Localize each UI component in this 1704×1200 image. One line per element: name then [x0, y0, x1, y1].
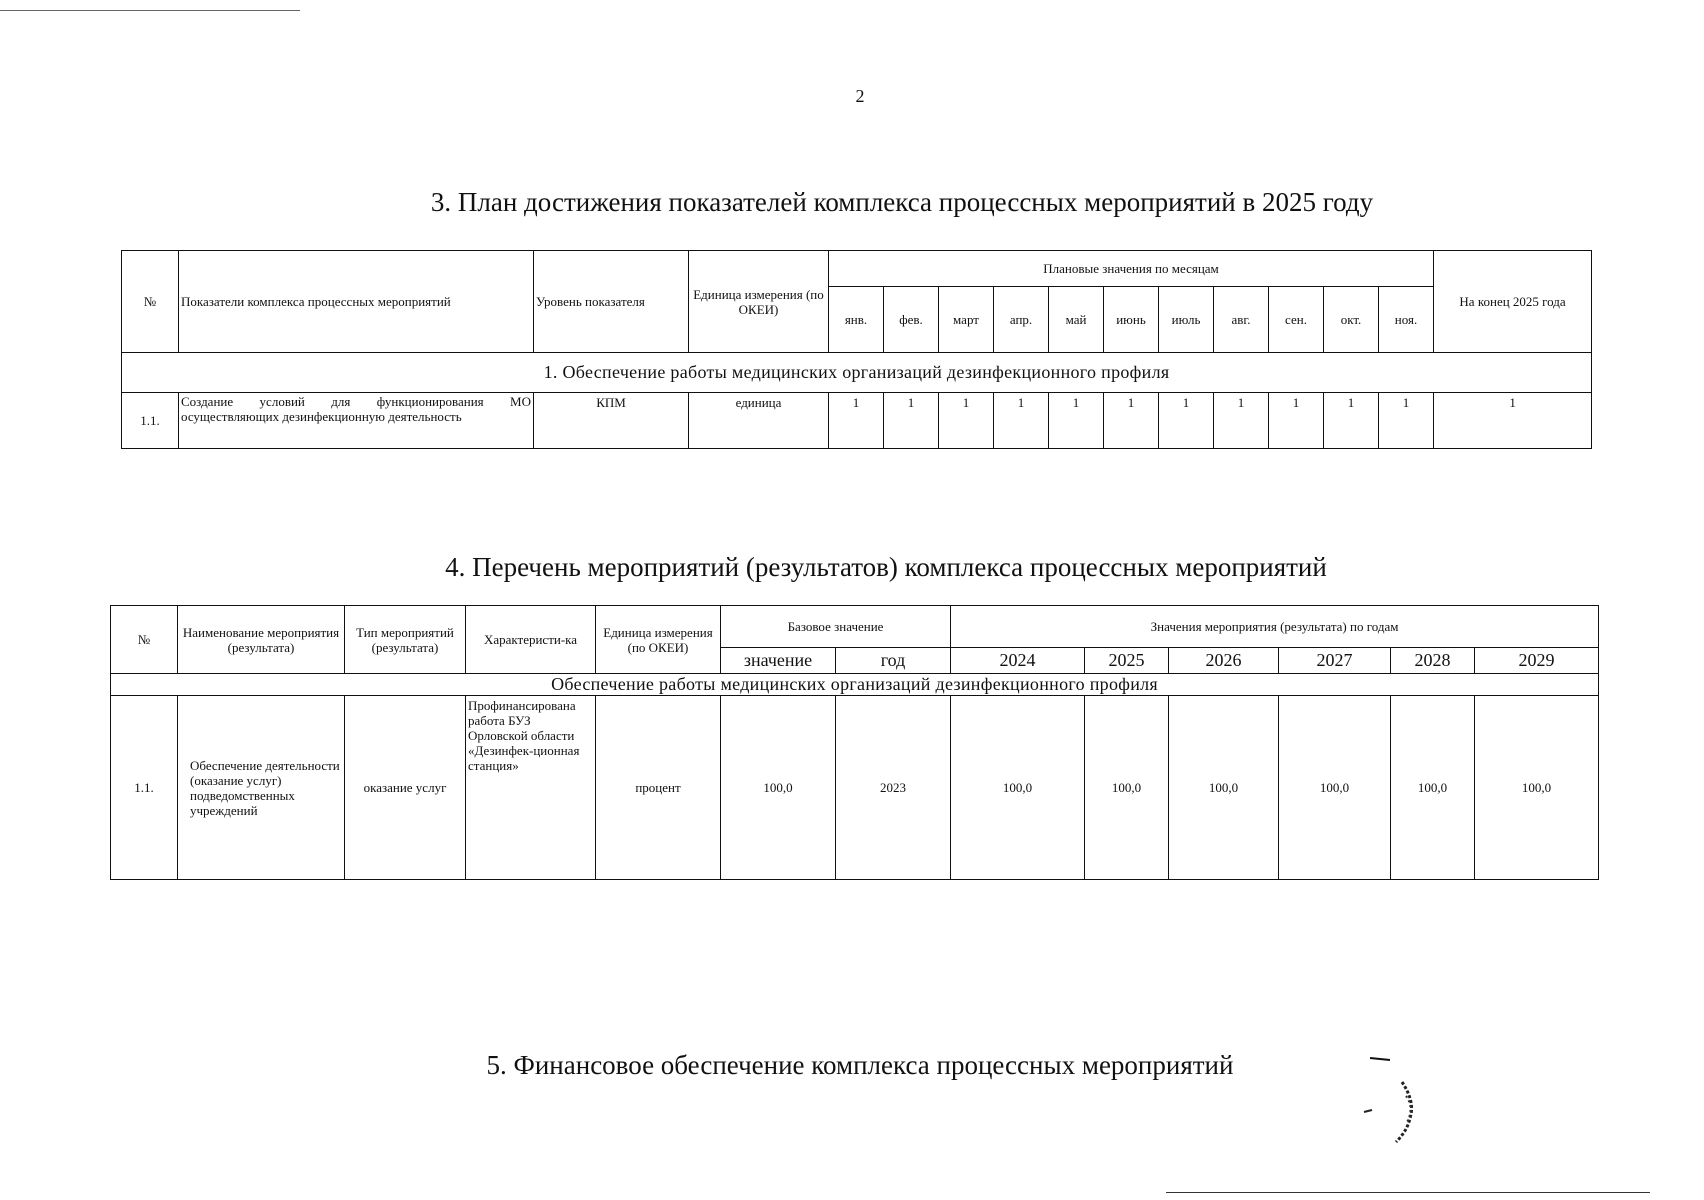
month-header: июль — [1159, 287, 1214, 353]
row-base-value: 100,0 — [721, 696, 836, 880]
year-header: 2027 — [1279, 648, 1391, 674]
year-header: 2026 — [1169, 648, 1279, 674]
header-monthly-group: Плановые значения по месяцам — [829, 251, 1434, 287]
events-list-table — [110, 605, 1599, 880]
header-years-group: Значения мероприятия (результата) по годам — [951, 606, 1599, 648]
month-value: 1 — [939, 393, 994, 449]
row-indicator: Создание условий для функционирования МО осуществляющих дезинфекционную деятельность — [179, 393, 534, 449]
indicators-plan-table — [121, 250, 1592, 449]
table-row — [111, 696, 1599, 880]
row-base-year: 2023 — [836, 696, 951, 880]
year-header: 2024 — [951, 648, 1085, 674]
year-header: 2025 — [1085, 648, 1169, 674]
month-header: окт. — [1324, 287, 1379, 353]
header-name: Наименование мероприятия (результата) — [178, 606, 345, 674]
year-value: 100,0 — [1475, 696, 1599, 880]
header-no: № — [111, 606, 178, 674]
month-header: июнь — [1104, 287, 1159, 353]
group-row — [122, 353, 1592, 393]
table-header-row — [122, 251, 1592, 287]
header-base-value: значение — [721, 648, 836, 674]
month-value: 1 — [884, 393, 939, 449]
month-header: май — [1049, 287, 1104, 353]
month-header: авг. — [1214, 287, 1269, 353]
row-unit: единица — [689, 393, 829, 449]
month-value: 1 — [1159, 393, 1214, 449]
group-row — [111, 674, 1599, 696]
year-header: 2029 — [1475, 648, 1599, 674]
header-characteristic: Характеристи-ка — [466, 606, 596, 674]
row-no: 1.1. — [122, 393, 179, 449]
month-value: 1 — [994, 393, 1049, 449]
month-header: март — [939, 287, 994, 353]
month-value: 1 — [1049, 393, 1104, 449]
group-row-title: Обеспечение работы медицинских организаций дезинфекционного профиля — [111, 674, 1599, 696]
month-header: фев. — [884, 287, 939, 353]
section-5-heading: 5. Финансовое обеспечение комплекса процессных мероприятий — [486, 1050, 1234, 1080]
year-header: 2028 — [1391, 648, 1475, 674]
month-value: 1 — [1324, 393, 1379, 449]
header-indicator: Показатели комплекса процессных мероприятий — [179, 251, 534, 353]
section-4-heading: 4. Перечень мероприятий (результатов) комплекса процессных мероприятий — [445, 552, 1327, 582]
row-unit: процент — [596, 696, 721, 880]
year-value: 100,0 — [1391, 696, 1475, 880]
header-type: Тип мероприятий (результата) — [345, 606, 466, 674]
header-year-end: На конец 2025 года — [1434, 251, 1592, 353]
header-base-year: год — [836, 648, 951, 674]
page-number: 2 — [855, 86, 865, 106]
year-value: 100,0 — [1279, 696, 1391, 880]
header-level: Уровень показателя — [534, 251, 689, 353]
row-level: КПМ — [534, 393, 689, 449]
year-value: 100,0 — [951, 696, 1085, 880]
month-header: янв. — [829, 287, 884, 353]
month-header: ноя. — [1379, 287, 1434, 353]
table-header-row — [111, 606, 1599, 648]
month-value: 1 — [829, 393, 884, 449]
month-value: 1 — [1214, 393, 1269, 449]
signature-mark — [1362, 1056, 1432, 1166]
header-base-group: Базовое значение — [721, 606, 951, 648]
month-header: сен. — [1269, 287, 1324, 353]
year-value: 100,0 — [1085, 696, 1169, 880]
row-year-end: 1 — [1434, 393, 1592, 449]
footer-rule — [1166, 1192, 1650, 1193]
row-no: 1.1. — [111, 696, 178, 880]
month-value: 1 — [1104, 393, 1159, 449]
header-no: № — [122, 251, 179, 353]
row-characteristic: Профинансирована работа БУЗ Орловской области «Дезинфек-ционная станция» — [466, 696, 596, 880]
row-type: оказание услуг — [345, 696, 466, 880]
scan-edge-line — [0, 10, 300, 11]
year-value: 100,0 — [1169, 696, 1279, 880]
table-row — [122, 393, 1592, 449]
month-header: апр. — [994, 287, 1049, 353]
month-value: 1 — [1379, 393, 1434, 449]
section-3-heading: 3. План достижения показателей комплекса процессных мероприятий в 2025 году — [430, 187, 1374, 217]
header-unit: Единица измерения (по ОКЕИ) — [596, 606, 721, 674]
group-row-title: 1. Обеспечение работы медицинских организаций дезинфекционного профиля — [122, 353, 1592, 393]
header-unit: Единица измерения (по ОКЕИ) — [689, 251, 829, 353]
month-value: 1 — [1269, 393, 1324, 449]
row-name: Обеспечение деятельности (оказание услуг) подведомственных учреждений — [178, 696, 345, 880]
